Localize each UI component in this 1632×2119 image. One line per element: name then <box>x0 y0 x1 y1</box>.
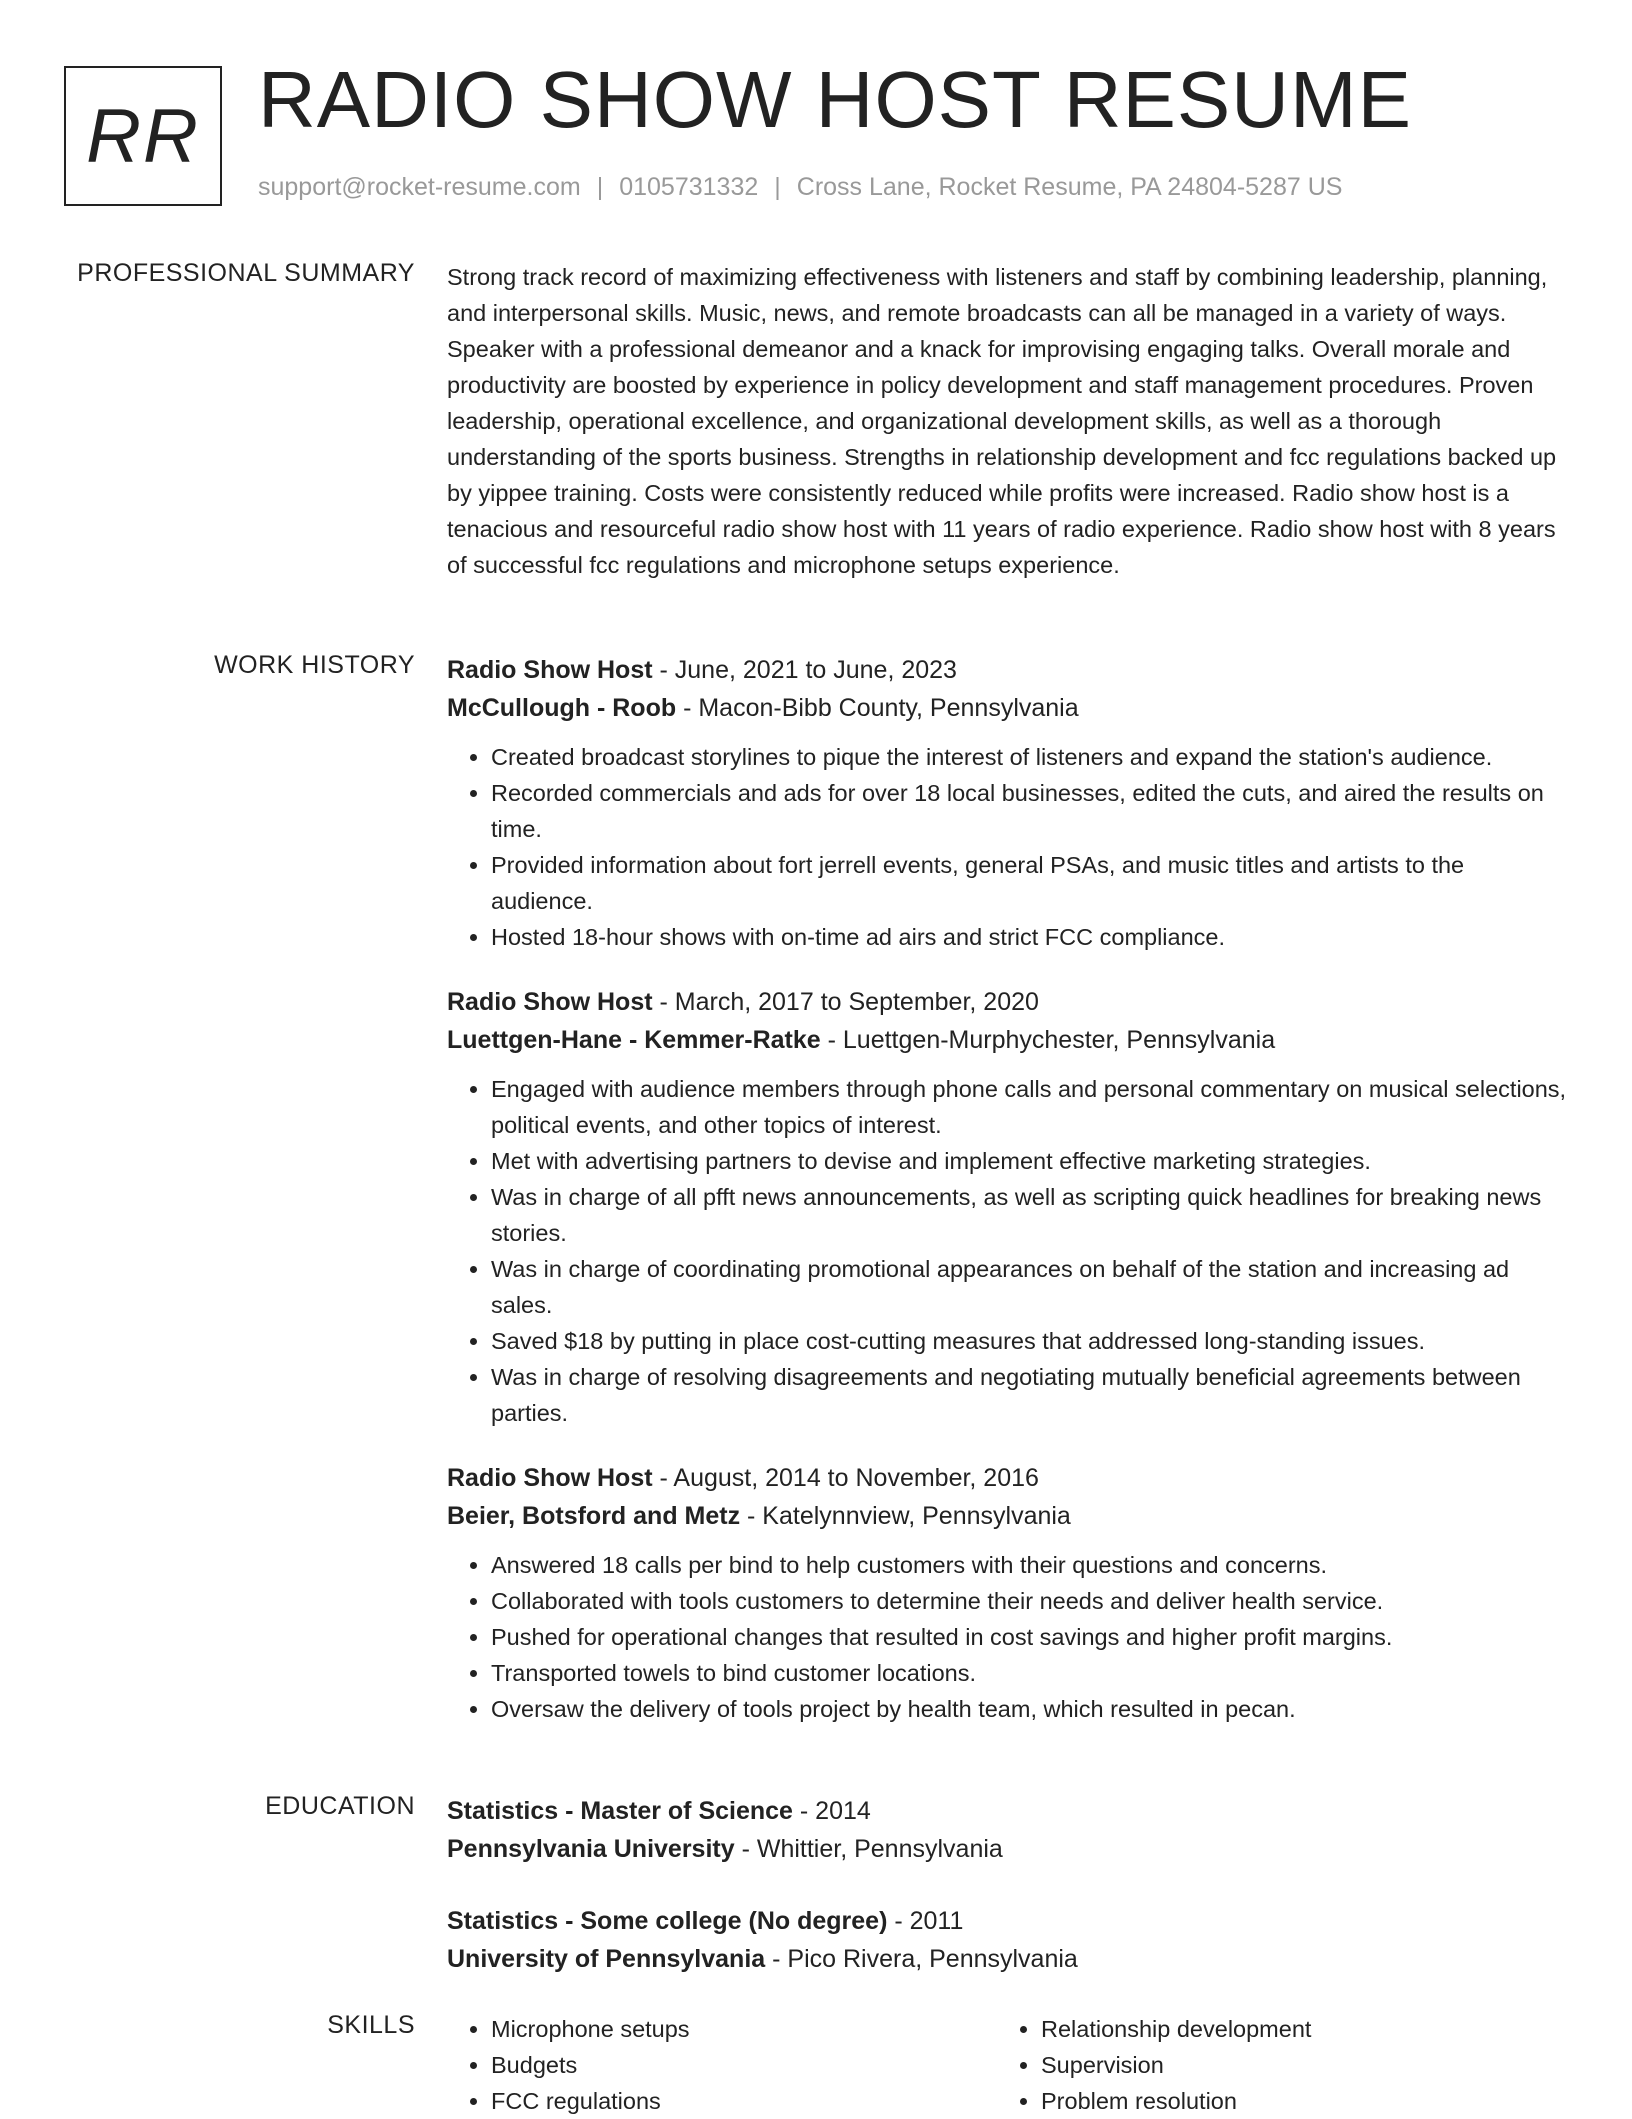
job-company: McCullough - Roob <box>447 694 677 722</box>
education-entry <box>447 1902 1567 1978</box>
skill-item: • Relationship development <box>1041 2011 1547 2047</box>
job-bullet: • Pushed for operational changes that resulted in cost savings and higher profit margins. <box>491 1619 1567 1655</box>
job-bullet: • Collaborated with tools customers to determine their needs and deliver health service. <box>491 1583 1567 1619</box>
education-degree-line <box>447 1792 1567 1830</box>
job-bullet: • Was in charge of all pfft news announcements, as well as scripting quick headlines for breaking news stories. <box>491 1179 1567 1251</box>
job-title: Radio Show Host <box>447 1464 653 1492</box>
skill-item: • FCC regulations <box>491 2083 997 2119</box>
job-bullet: • Met with advertising partners to devise and implement effective marketing strategies. <box>491 1143 1567 1179</box>
section-label-education: EDUCATION <box>265 1792 415 1820</box>
job-title-line <box>447 1459 1567 1497</box>
education-school-line <box>447 1830 1567 1868</box>
job-bullets <box>447 1547 1567 1727</box>
education-entry <box>447 1792 1567 1868</box>
education-school: University of Pennsylvania <box>447 1945 766 1973</box>
job-bullet: • Answered 18 calls per bind to help customers with their questions and concerns. <box>491 1547 1567 1583</box>
skill-item: • Microphone setups <box>491 2011 997 2047</box>
skills-column-left <box>447 2011 997 2119</box>
education-location: - Whittier, Pennsylvania <box>734 1835 1003 1863</box>
job-bullet: • Transported towels to bind customer locations. <box>491 1655 1567 1691</box>
job-company-line <box>447 1497 1567 1535</box>
job-entry <box>447 651 1567 955</box>
job-bullet: • Was in charge of coordinating promotional appearances on behalf of the station and increasing ad sales. <box>491 1251 1567 1323</box>
monogram-logo <box>64 66 222 206</box>
skills-column-right <box>997 2011 1547 2119</box>
job-bullet: • Hosted 18-hour shows with on-time ad airs and strict FCC compliance. <box>491 919 1567 955</box>
summary-text: Strong track record of maximizing effectiveness with listeners and staff by combining leadership, planning, and interpersonal skills. Music, news, and remote broadcasts can all be managed in a variety of ways. Speaker with a professional demeanor and a knack for improvising engaging talks. Overall morale and productivity are boosted by experience in policy development and staff management procedures. Proven leadership, operational excellence, and organizational development skills, as well as a thorough understanding of the sports business. Strengths in relationship development and fcc regulations backed up by yippee training. Costs were consistently reduced while profits were increased. Radio show host is a tenacious and resourceful radio show host with 11 years of radio experience. Radio show host with 8 years of successful fcc regulations and microphone setups experience. <box>447 264 1557 578</box>
job-bullet: • Created broadcast storylines to pique the interest of listeners and expand the station's audience. <box>491 739 1567 775</box>
skills-grid <box>447 2011 1567 2119</box>
job-entry <box>447 1459 1567 1727</box>
skill-item: • Budgets <box>491 2047 997 2083</box>
job-bullet: • Was in charge of resolving disagreements and negotiating mutually beneficial agreements between parties. <box>491 1359 1567 1431</box>
job-location: - Luettgen-Murphychester, Pennsylvania <box>820 1026 1276 1054</box>
contact-separator: | <box>596 173 604 201</box>
job-company: Beier, Botsford and Metz <box>447 1502 741 1530</box>
summary-body <box>447 259 1567 583</box>
education-school: Pennsylvania University <box>447 1835 735 1863</box>
skills-list <box>447 2011 997 2119</box>
job-title-line <box>447 983 1567 1021</box>
job-company-line <box>447 1021 1567 1059</box>
section-label-skills: SKILLS <box>327 2011 415 2039</box>
job-dates: - March, 2017 to September, 2020 <box>652 988 1039 1016</box>
section-label-work: WORK HISTORY <box>214 651 415 679</box>
job-company-line <box>447 689 1567 727</box>
education-year: - 2014 <box>792 1797 871 1825</box>
job-location: - Katelynnview, Pennsylvania <box>740 1502 1071 1530</box>
job-bullets <box>447 739 1567 955</box>
skill-item: • Problem resolution <box>1041 2083 1547 2119</box>
job-dates: - June, 2021 to June, 2023 <box>652 656 957 684</box>
education-degree: Statistics - Some college (No degree) <box>447 1907 888 1935</box>
job-title: Radio Show Host <box>447 656 653 684</box>
job-bullet: • Oversaw the delivery of tools project by health team, which resulted in pecan. <box>491 1691 1567 1727</box>
education-degree-line <box>447 1902 1567 1940</box>
work-body <box>447 651 1567 1755</box>
contact-email[interactable]: support@rocket-resume.com <box>258 173 581 201</box>
monogram-text: RR <box>86 93 200 179</box>
page-title: RADIO SHOW HOST RESUME <box>258 55 1412 144</box>
job-bullet: • Engaged with audience members through phone calls and personal commentary on musical selections, political events, and other topics of interest. <box>491 1071 1567 1143</box>
skills-body <box>447 2011 1567 2119</box>
contact-separator: | <box>774 173 781 201</box>
job-entry <box>447 983 1567 1431</box>
skills-list <box>997 2011 1547 2119</box>
job-bullet: • Recorded commercials and ads for over 18 local businesses, edited the cuts, and aired the results on time. <box>491 775 1567 847</box>
job-bullet: • Saved $18 by putting in place cost-cutting measures that addressed long-standing issues. <box>491 1323 1567 1359</box>
skill-item: • Supervision <box>1041 2047 1547 2083</box>
contact-phone[interactable]: 0105731332 <box>619 173 759 201</box>
job-dates: - August, 2014 to November, 2016 <box>652 1464 1039 1492</box>
education-body <box>447 1792 1567 2012</box>
education-degree: Statistics - Master of Science <box>447 1797 793 1825</box>
job-bullets <box>447 1071 1567 1431</box>
contact-line <box>258 173 1342 202</box>
job-bullet: • Provided information about fort jerrell events, general PSAs, and music titles and artists to the audience. <box>491 847 1567 919</box>
section-label-summary: PROFESSIONAL SUMMARY <box>77 259 415 287</box>
job-title-line <box>447 651 1567 689</box>
job-company: Luettgen-Hane - Kemmer-Ratke <box>447 1026 821 1054</box>
education-school-line <box>447 1940 1567 1978</box>
education-year: - 2011 <box>887 1907 964 1935</box>
education-location: - Pico Rivera, Pennsylvania <box>765 1945 1078 1973</box>
contact-address: Cross Lane, Rocket Resume, PA 24804-5287 US <box>796 173 1343 201</box>
job-location: - Macon-Bibb County, Pennsylvania <box>676 694 1079 722</box>
job-title: Radio Show Host <box>447 988 653 1016</box>
